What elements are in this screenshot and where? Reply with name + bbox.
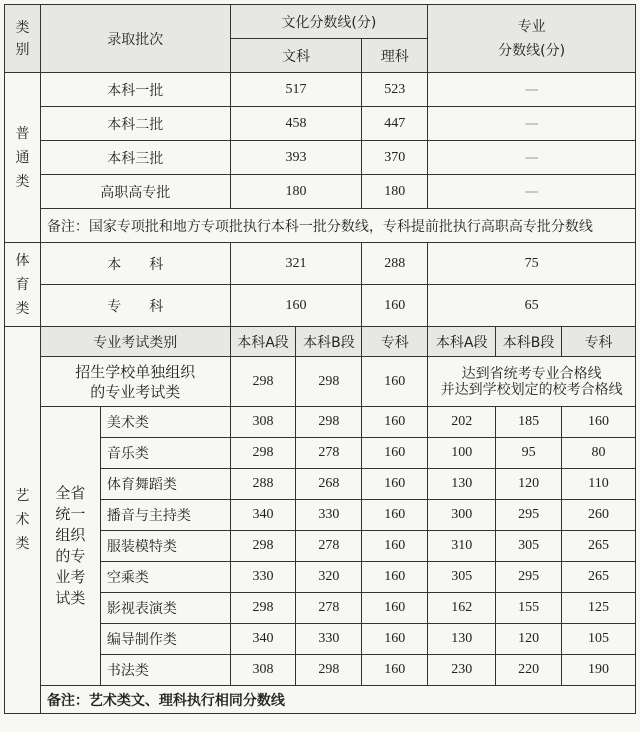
table-row (5, 285, 636, 327)
batch-name: 本科三批 (40, 141, 230, 175)
table-row (5, 357, 636, 407)
score-like: 160 (362, 285, 428, 327)
score-wenke: 458 (230, 107, 362, 141)
major-b: 295 (496, 500, 562, 531)
score-wenke: 160 (230, 285, 362, 327)
score-zk: 160 (362, 531, 428, 562)
header-wenke: 文科 (230, 39, 362, 73)
art-subject: 编导制作类 (100, 624, 230, 655)
major-a: 100 (428, 438, 496, 469)
batch-name: 本科一批 (40, 73, 230, 107)
major-b: 220 (496, 655, 562, 686)
score-a: 298 (230, 593, 296, 624)
score-zk: 160 (362, 655, 428, 686)
major-a: 230 (428, 655, 496, 686)
major-a: 300 (428, 500, 496, 531)
major-zk: 265 (562, 531, 636, 562)
batch-name: 本科二批 (40, 107, 230, 141)
major-b: 120 (496, 624, 562, 655)
culture-zk-header: 专科 (362, 327, 428, 357)
yishu-note: 备注：艺术类文、理科执行相同分数线 (40, 686, 635, 714)
score-b: 320 (296, 562, 362, 593)
major-b: 155 (496, 593, 562, 624)
major-a: 130 (428, 624, 496, 655)
score-zk: 160 (362, 593, 428, 624)
art-subject: 音乐类 (100, 438, 230, 469)
score-b: 278 (296, 438, 362, 469)
major-zk: 190 (562, 655, 636, 686)
score-a: 340 (230, 500, 296, 531)
score-b: 298 (296, 407, 362, 438)
score-wenke: 180 (230, 175, 362, 209)
table-row (5, 73, 636, 107)
score-major: 75 (428, 243, 636, 285)
major-a: 310 (428, 531, 496, 562)
batch-name: 高职高专批 (40, 175, 230, 209)
score-b: 278 (296, 593, 362, 624)
batch-name: 专 科 (40, 285, 230, 327)
score-a: 298 (230, 531, 296, 562)
score-major: — (428, 141, 636, 175)
score-a: 298 (230, 438, 296, 469)
major-b: 120 (496, 469, 562, 500)
header-major-title: 专业 分数线(分) (428, 5, 636, 73)
art-subject: 美术类 (100, 407, 230, 438)
score-b: 268 (296, 469, 362, 500)
art-subject: 影视表演类 (100, 593, 230, 624)
score-major: — (428, 107, 636, 141)
major-zk: 160 (562, 407, 636, 438)
unified-exam-label: 全省 统一 组织 的专 业考 试类 (40, 407, 100, 686)
art-subject: 空乘类 (100, 562, 230, 593)
major-zk: 110 (562, 469, 636, 500)
art-subject: 体育舞蹈类 (100, 469, 230, 500)
score-zk: 160 (362, 407, 428, 438)
header-like: 理科 (362, 39, 428, 73)
category-putong: 普 通 类 (5, 73, 41, 243)
major-a: 202 (428, 407, 496, 438)
table-row (5, 141, 636, 175)
score-zk: 160 (362, 469, 428, 500)
major-a-header: 本科A段 (428, 327, 496, 357)
culture-b-header: 本科B段 (296, 327, 362, 357)
score-like: 523 (362, 73, 428, 107)
major-zk: 105 (562, 624, 636, 655)
major-zk: 260 (562, 500, 636, 531)
header-batch: 录取批次 (40, 5, 230, 73)
major-a: 130 (428, 469, 496, 500)
art-subject: 书法类 (100, 655, 230, 686)
score-a: 340 (230, 624, 296, 655)
score-table (4, 4, 636, 714)
batch-name: 本 科 (40, 243, 230, 285)
score-a: 298 (230, 357, 296, 407)
score-like: 447 (362, 107, 428, 141)
category-tiyu: 体 育 类 (5, 243, 41, 327)
art-subject: 服装模特类 (100, 531, 230, 562)
score-like: 180 (362, 175, 428, 209)
category-yishu: 艺 术 类 (5, 327, 41, 714)
table-row (5, 407, 636, 438)
major-zk: 80 (562, 438, 636, 469)
score-like: 288 (362, 243, 428, 285)
score-zk: 160 (362, 438, 428, 469)
art-subject: 播音与主持类 (100, 500, 230, 531)
score-zk: 160 (362, 357, 428, 407)
header-category: 类 别 (5, 5, 41, 73)
score-major: — (428, 175, 636, 209)
score-wenke: 321 (230, 243, 362, 285)
single-major-requirement: 达到省统考专业合格线 并达到学校划定的校考合格线 (428, 357, 636, 407)
score-wenke: 517 (230, 73, 362, 107)
culture-a-header: 本科A段 (230, 327, 296, 357)
major-zk: 265 (562, 562, 636, 593)
table-row (5, 175, 636, 209)
score-a: 308 (230, 407, 296, 438)
note-row (5, 686, 636, 714)
score-b: 278 (296, 531, 362, 562)
score-b: 298 (296, 655, 362, 686)
table-row (5, 243, 636, 285)
score-zk: 160 (362, 500, 428, 531)
score-like: 370 (362, 141, 428, 175)
score-b: 330 (296, 500, 362, 531)
score-b: 330 (296, 624, 362, 655)
major-a: 305 (428, 562, 496, 593)
single-exam-name: 招生学校单独组织 的专业考试类 (40, 357, 230, 407)
score-major: — (428, 73, 636, 107)
score-zk: 160 (362, 562, 428, 593)
score-wenke: 393 (230, 141, 362, 175)
score-a: 288 (230, 469, 296, 500)
score-a: 308 (230, 655, 296, 686)
major-a: 162 (428, 593, 496, 624)
major-b: 185 (496, 407, 562, 438)
score-a: 330 (230, 562, 296, 593)
header-culture-title: 文化分数线(分) (230, 5, 428, 39)
art-type-header: 专业考试类别 (40, 327, 230, 357)
major-b: 95 (496, 438, 562, 469)
score-zk: 160 (362, 624, 428, 655)
putong-note: 备注：国家专项批和地方专项批执行本科一批分数线，专科提前批执行高职高专批分数线 (40, 209, 635, 243)
major-zk-header: 专科 (562, 327, 636, 357)
major-b-header: 本科B段 (496, 327, 562, 357)
major-b: 295 (496, 562, 562, 593)
art-header-row (5, 327, 636, 357)
major-zk: 125 (562, 593, 636, 624)
table-row (5, 107, 636, 141)
note-row (5, 209, 636, 243)
major-b: 305 (496, 531, 562, 562)
score-major: 65 (428, 285, 636, 327)
score-b: 298 (296, 357, 362, 407)
